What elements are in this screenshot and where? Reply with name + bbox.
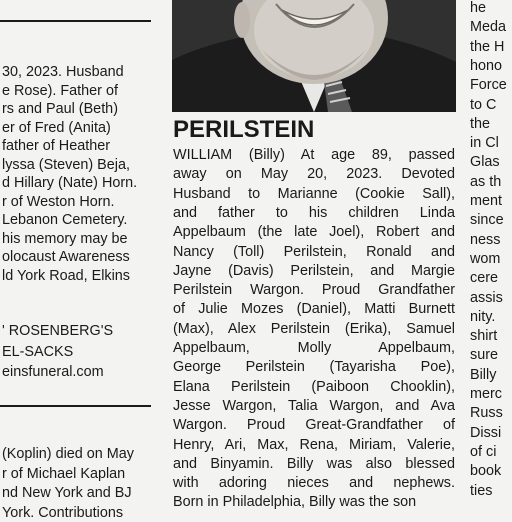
text-line: ld York Road, Elkins: [2, 267, 130, 284]
text-line: Billy: [470, 366, 497, 383]
text-line: in Cl: [470, 135, 499, 152]
notice-text-line: away on May 20, 2023. Devoted: [173, 166, 455, 183]
notice-text-line: Nancy (Toll) Perilstein, Ronald and: [173, 243, 455, 260]
funeral-home-line: EL-SACKS: [2, 343, 74, 360]
notice-text-line: with adoring nieces and nephews.: [173, 475, 455, 492]
text-line: his memory may be: [2, 230, 128, 247]
text-line: since: [470, 212, 504, 229]
funeral-home-line: einsfuneral.com: [2, 364, 104, 380]
notice-text-line: and father to his children Linda: [173, 204, 455, 221]
text-line: d Hillary (Nate) Horn.: [2, 175, 138, 191]
text-line: wom: [470, 250, 501, 267]
text-line: cere: [470, 270, 498, 287]
text-line: nity.: [470, 308, 496, 325]
text-line: rs and Paul (Beth): [2, 101, 118, 117]
notice-text-line: Appelbaum (the late Joel), Robert and: [173, 224, 455, 241]
left-column: [0, 0, 156, 521]
notice-text-line: and Binyamin. Billy was also blessed: [173, 455, 455, 472]
notice-text-line: Perilstein Wargon. Proud Grandfather: [173, 282, 455, 299]
notice-text-line: Born in Philadelphia, Billy was the son: [173, 494, 417, 511]
text-line: hono: [470, 57, 503, 74]
text-line: ment: [470, 193, 502, 209]
text-line: r of Weston Horn.: [2, 193, 115, 210]
text-line: to C: [470, 96, 497, 113]
text-line: as th: [470, 173, 502, 190]
text-line: Force: [470, 77, 507, 94]
text-line: 30, 2023. Husband: [2, 64, 124, 80]
text-line: York. Contributions: [2, 504, 124, 521]
portrait-illustration: [172, 0, 456, 112]
notice-text-line: WILLIAM (Billy) At age 89, passed: [173, 147, 455, 163]
text-line: Lebanon Cemetery.: [2, 212, 128, 228]
notice-surname-heading: PERILSTEIN: [173, 116, 315, 143]
notice-text-line: Jayne (Davis) Perilstein, and Margie: [173, 262, 455, 279]
column-rule-top: [0, 20, 151, 22]
notice-text-line: of Julie Mozes (Daniel), Matti Burnett: [173, 301, 455, 318]
text-line: merc: [470, 386, 502, 402]
funeral-home-line: ' ROSENBERG'S: [2, 323, 114, 339]
text-line: r of Michael Kaplan: [2, 465, 126, 482]
text-line: the: [470, 115, 491, 132]
notice-text-line: (Max), Alex Perilstein (Erika), Samuel: [173, 320, 455, 337]
text-line: assis: [470, 289, 503, 306]
main-notice-column: [172, 0, 456, 512]
text-line: ties: [470, 482, 493, 499]
notice-text-line: Henry, Ari, Max, Rena, Miriam, Valerie,: [173, 436, 455, 453]
text-line: sure: [470, 347, 498, 364]
text-line: nd New York and BJ: [2, 485, 132, 501]
text-line: Dissi: [470, 424, 502, 441]
notice-text-line: Jesse Wargon, Talia Wargon, and Ava: [173, 397, 455, 414]
text-line: Glas: [470, 154, 500, 171]
text-line: lyssa (Steven) Beja,: [2, 156, 130, 173]
notice-text-line: Wargon. Proud Great-Grandfather of: [173, 417, 455, 434]
notice-text-line: Elana Perilstein (Paiboon Chooklin),: [173, 378, 455, 395]
text-line: of ci: [470, 443, 497, 460]
notice-text-line: Husband to Marianne (Cookie Sall),: [173, 185, 455, 202]
text-line: he: [470, 0, 487, 16]
text-line: olocaust Awareness: [2, 249, 130, 265]
text-line: er of Fred (Anita): [2, 119, 111, 136]
text-line: (Koplin) died on May: [2, 446, 134, 462]
text-line: Russ: [470, 405, 503, 422]
right-column: [470, 0, 512, 512]
text-line: Meda: [470, 19, 506, 36]
notice-text-line: George Perilstein (Tayarisha Poe),: [173, 359, 455, 376]
notice-text-line: Appelbaum, Molly Appelbaum,: [173, 340, 455, 356]
text-line: the H: [470, 38, 505, 55]
text-line: book: [470, 463, 502, 480]
portrait-photo-icon: [172, 0, 456, 112]
text-line: father of Heather: [2, 138, 110, 154]
column-rule-divider: [0, 405, 151, 407]
text-line: ness: [470, 231, 501, 248]
text-line: shirt: [470, 328, 498, 345]
text-line: e Rose). Father of: [2, 82, 118, 99]
